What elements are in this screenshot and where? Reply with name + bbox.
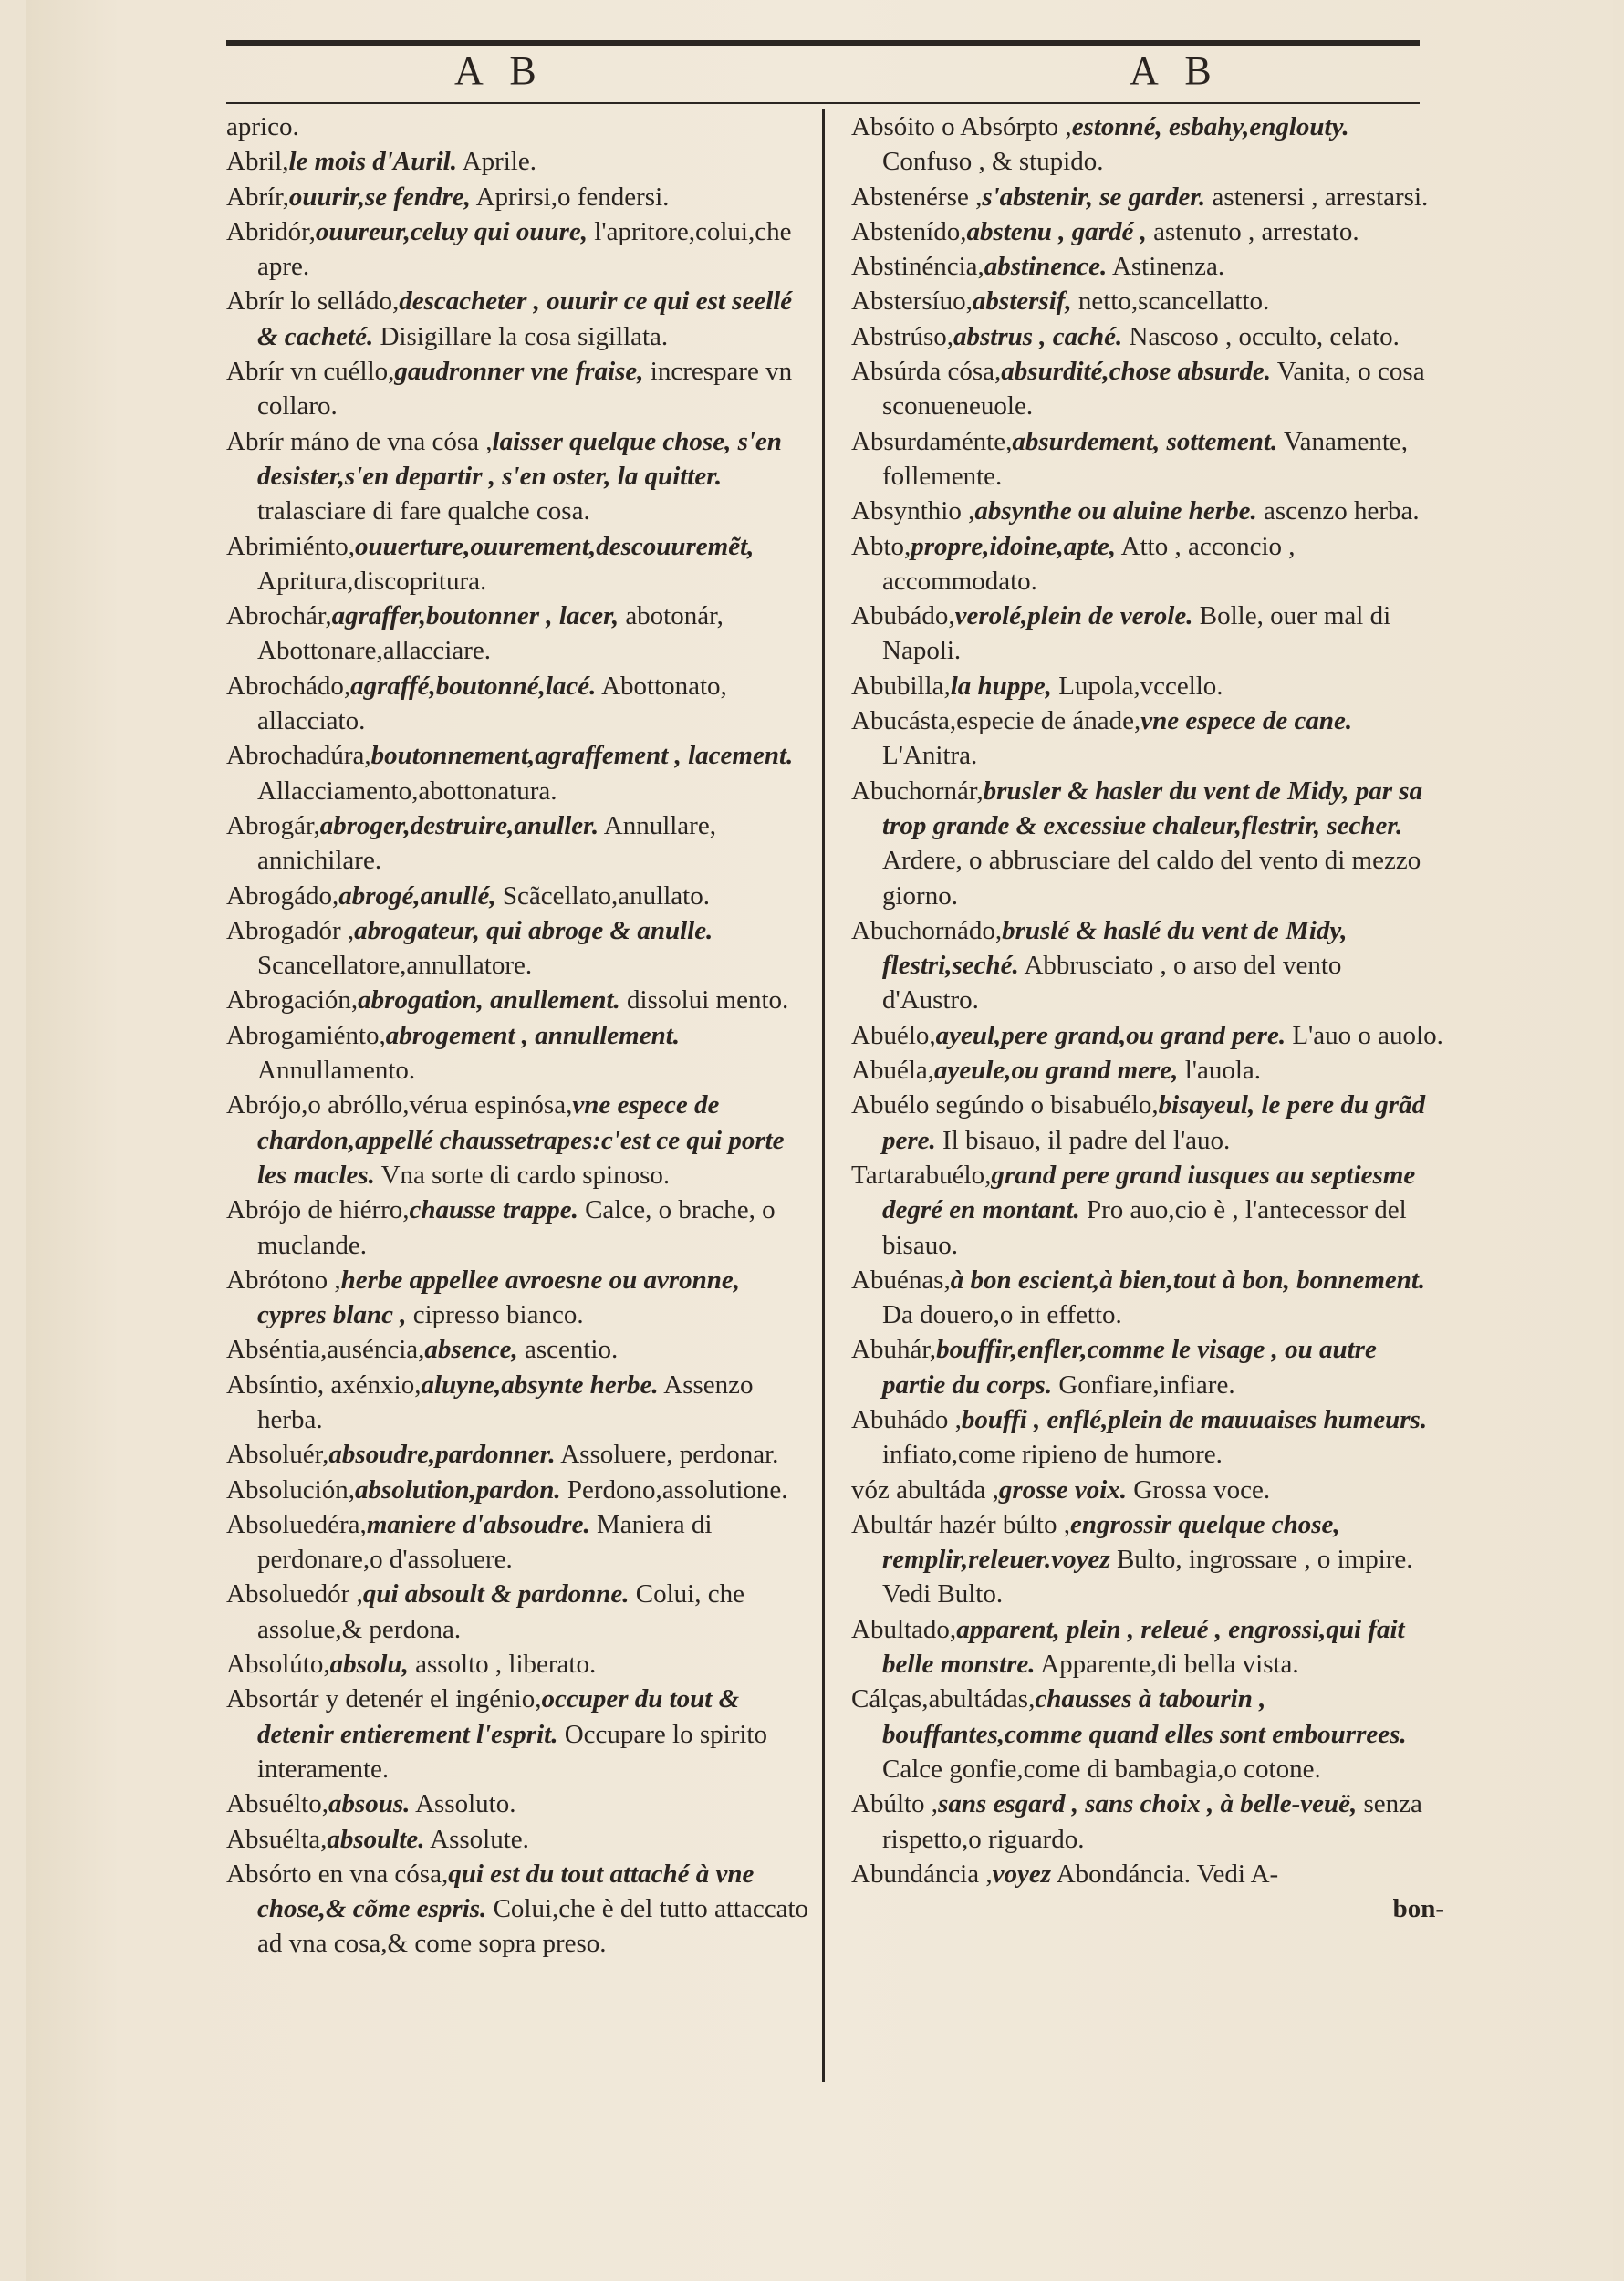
entry-french: propre,idoine,apte, <box>911 531 1116 561</box>
entry-term: Abstenérse , <box>851 182 983 212</box>
dictionary-entry <box>226 214 810 285</box>
entry-italian: tralasciare di fare qualche cosa. <box>257 496 590 526</box>
dictionary-entry <box>226 1682 810 1786</box>
entry-french: descacheter , ouurir ce qui est seellé & cacheté. <box>257 286 793 351</box>
entry-term: Abrír vn cuéllo, <box>226 357 395 387</box>
entry-italian: Ardere, o abbrusciare del caldo del vento di mezzo giorno. <box>882 846 1421 911</box>
dictionary-entry <box>226 1857 810 1962</box>
entry-italian: Disigillare la cosa sigillata. <box>380 321 669 351</box>
dictionary-entry <box>226 1473 810 1507</box>
entry-french: ouuerture,ouurement,descouuremẽt, <box>354 531 755 561</box>
entry-french: absence, <box>424 1335 518 1365</box>
entry-term: Cálças,abultádas, <box>851 1684 1036 1714</box>
dictionary-entry <box>226 1647 810 1682</box>
entry-french: voyez <box>992 1859 1052 1889</box>
dictionary-entry <box>226 109 810 144</box>
entry-french: estonné, esbahy,englouty. <box>1071 112 1349 141</box>
entry-italian: Confuso , & stupido. <box>882 147 1104 177</box>
entry-italian: Assolute. <box>430 1824 529 1854</box>
entry-italian: astenuto , arrestato. <box>1153 216 1359 246</box>
entry-italian: Perdono,assolutione. <box>567 1474 788 1505</box>
entry-term: Absóito o Absórpto , <box>851 112 1072 141</box>
entry-italian: ascentio. <box>524 1335 619 1365</box>
entry-term: Absoluedór , <box>226 1579 363 1609</box>
dictionary-entry <box>226 1786 810 1821</box>
entry-term: Abstinéncia, <box>851 252 984 282</box>
entry-french: abrogation, anullement. <box>358 985 620 1016</box>
book-page <box>26 0 1613 2281</box>
header-rule <box>226 102 1420 104</box>
entry-italian: Calce gonfie,come di bambagia,o cotone. <box>882 1754 1321 1784</box>
dictionary-entry <box>226 1577 810 1647</box>
entry-term: Abril, <box>226 147 289 177</box>
dictionary-entry <box>851 424 1444 495</box>
entry-french: ayeul,pere grand,ou grand pere. <box>935 1020 1286 1050</box>
dictionary-entry <box>226 424 810 529</box>
entry-italian: senza rispetto,o riguardo. <box>882 1789 1422 1854</box>
dictionary-entry <box>851 703 1444 774</box>
entry-italian: dissolui mento. <box>627 985 789 1016</box>
dictionary-entry <box>851 1507 1444 1612</box>
entry-italian: ascenzo herba. <box>1263 496 1420 526</box>
entry-italian: Abondáncia. Vedi A- <box>1056 1859 1279 1889</box>
dictionary-entry <box>851 214 1444 249</box>
entry-italian: Astinenza. <box>1111 252 1225 282</box>
entry-italian: Assenzo herba. <box>257 1370 754 1434</box>
dictionary-entry <box>851 529 1444 599</box>
entry-french: maniere d'absoudre. <box>366 1509 590 1539</box>
entry-french: occuper du tout & detenir entierement l'esprit. <box>257 1684 740 1749</box>
dictionary-entry <box>851 284 1444 318</box>
entry-italian: assolto , liberato. <box>415 1650 597 1680</box>
entry-french: laisser quelque chose, s'en desister,s'en departir , s'en oster, la quitter. <box>257 426 782 491</box>
running-head-left: A B <box>454 48 546 93</box>
dictionary-entry <box>851 669 1444 703</box>
dictionary-entry <box>851 494 1444 528</box>
entry-term: Abuélo segúndo o bisabuélo, <box>851 1090 1159 1120</box>
dictionary-entry <box>226 354 810 424</box>
entry-french: vne espece de chardon,appellé chaussetrapes:c'est ce qui porte les macles. <box>257 1090 785 1190</box>
entry-italian: Assoluto. <box>415 1789 516 1819</box>
entry-french: abrogé,anullé, <box>338 880 496 911</box>
entry-term: Abrogadór , <box>226 915 355 945</box>
dictionary-entry <box>851 1473 1444 1507</box>
entry-italian: Scancellatore,annullatore. <box>257 951 533 981</box>
right-column <box>851 109 1444 1926</box>
entry-term: Absynthio , <box>851 496 975 526</box>
entry-italian: Abottonato, allacciato. <box>257 671 727 736</box>
entry-italian: Assoluere, perdonar. <box>560 1440 779 1470</box>
entry-italian: Lupola,vccello. <box>1058 671 1223 701</box>
entry-french: vne espece de cane. <box>1140 706 1353 736</box>
entry-term: aprico. <box>226 112 299 141</box>
dictionary-entry <box>851 913 1444 1018</box>
entry-french: engrossir quelque chose, remplir,releuer.voyez <box>882 1509 1340 1575</box>
entry-french: ouureur,celuy qui ouure, <box>315 216 588 246</box>
dictionary-entry <box>226 1088 810 1193</box>
entry-french: qui absoult & pardonne. <box>362 1579 630 1609</box>
dictionary-entry <box>226 879 810 913</box>
entry-italian: Apritura,discopritura. <box>257 566 487 596</box>
entry-term: Abubádo, <box>851 601 955 631</box>
dictionary-entry <box>851 1018 1444 1053</box>
dictionary-entry <box>226 1507 810 1578</box>
entry-italian: Aprile. <box>462 147 536 177</box>
dictionary-entry <box>851 774 1444 913</box>
entry-term: Abrótono , <box>226 1265 341 1295</box>
entry-french: bouffi , enflé,plein de mauuaises humeurs. <box>961 1404 1428 1434</box>
entry-term: Absíntio, axénxio, <box>226 1370 422 1400</box>
entry-french: absolution,pardon. <box>354 1474 561 1505</box>
entry-term: Abuhár, <box>851 1335 937 1365</box>
entry-italian: Bolle, ouer mal di Napoli. <box>882 601 1391 666</box>
dictionary-entry <box>851 599 1444 669</box>
entry-italian: abotonár, Abottonare,allacciare. <box>257 601 724 666</box>
entry-french: bruslé & haslé du vent de Midy, flestri,seché. <box>882 915 1348 981</box>
entry-french: qui est du tout attaché à vne chose,& cõme espris. <box>257 1859 755 1924</box>
entry-term: vóz abultáda , <box>851 1474 999 1505</box>
entry-french: abstersif, <box>972 286 1072 317</box>
entry-term: Absuélto, <box>226 1789 328 1819</box>
dictionary-entry <box>851 1682 1444 1786</box>
entry-term: Absurdaménte, <box>851 426 1013 456</box>
entry-italian: Colui,che è del tutto attaccato ad vna cosa,& come sopra preso. <box>257 1894 809 1959</box>
entry-term: Abrír, <box>226 182 289 212</box>
entry-term: Absórto en vna cósa, <box>226 1859 449 1889</box>
entry-italian: Da douero,o in effetto. <box>882 1300 1122 1330</box>
entry-french: bisayeul, le pere du grãd pere. <box>882 1090 1426 1155</box>
entry-italian: Aprirsi,o fendersi. <box>475 182 670 212</box>
entry-term: Abuéla, <box>851 1056 934 1086</box>
left-column <box>226 109 810 1962</box>
dictionary-entry <box>851 1402 1444 1473</box>
entry-term: Abstersíuo, <box>851 286 973 317</box>
running-head-right: A B <box>1130 48 1221 93</box>
entry-french: abstrus , caché. <box>953 321 1123 351</box>
entry-term: Abundáncia , <box>851 1859 993 1889</box>
entry-italian: Vna sorte di cardo spinoso. <box>380 1160 671 1190</box>
dictionary-entry <box>226 1368 810 1438</box>
entry-french: chausses à tabourin , bouffantes,comme quand elles sont embourrees. <box>882 1684 1407 1749</box>
dictionary-entry <box>226 1193 810 1263</box>
dictionary-entry <box>226 1263 810 1333</box>
dictionary-entry <box>851 1053 1444 1088</box>
entry-french: boutonnement,agraffement , lacement. <box>370 741 794 771</box>
entry-term: Absoluedéra, <box>226 1509 367 1539</box>
entry-french: herbe appellee avroesne ou avronne, cypres blanc , <box>257 1265 741 1330</box>
entry-french: absurdité,chose absurde. <box>1001 357 1271 387</box>
entry-italian: l'apritore,colui,che apre. <box>257 216 792 282</box>
dictionary-entry <box>226 529 810 599</box>
entry-italian: Apparente,di bella vista. <box>1040 1650 1299 1680</box>
entry-italian: Allacciamento,abottonatura. <box>257 776 557 806</box>
entry-french: s'abstenir, se garder. <box>982 182 1206 212</box>
entry-french: abstenu , gardé , <box>966 216 1147 246</box>
entry-italian: Annullamento. <box>257 1056 416 1086</box>
entry-term: Abrimiénto, <box>226 531 355 561</box>
entry-italian: Vanita, o cosa sconueneuole. <box>882 357 1425 422</box>
entry-italian: Grossa voce. <box>1133 1474 1271 1505</box>
entry-italian: cipresso bianco. <box>412 1300 584 1330</box>
entry-french: absurdement, sottement. <box>1012 426 1278 456</box>
dictionary-entry <box>851 1786 1444 1857</box>
entry-term: Absolución, <box>226 1474 355 1505</box>
entry-term: Abrochár, <box>226 601 332 631</box>
entry-term: Abrogádo, <box>226 880 339 911</box>
entry-french: verolé,plein de verole. <box>954 601 1193 631</box>
entry-term: Absortár y detenér el ingénio, <box>226 1684 542 1714</box>
entry-french: absynthe ou aluine herbe. <box>974 496 1257 526</box>
dictionary-entry <box>851 1857 1444 1891</box>
entry-italian: Pro auo,cio è , l'antecessor del bisauo. <box>882 1195 1407 1260</box>
dictionary-entry <box>851 319 1444 354</box>
entry-term: Absolúto, <box>226 1650 330 1680</box>
entry-term: Abuénas, <box>851 1265 951 1295</box>
entry-french: brusler & hasler du vent de Midy, par sa trop grande & excessiue chaleur,flestrir, secher. <box>882 776 1423 840</box>
entry-term: Abrogár, <box>226 810 320 840</box>
dictionary-entry <box>851 1612 1444 1682</box>
entry-italian: Calce, o brache, o muclande. <box>257 1195 776 1260</box>
entry-term: Absoluér, <box>226 1440 329 1470</box>
dictionary-entry <box>851 1088 1444 1158</box>
entry-italian: L'auo o auolo. <box>1292 1020 1443 1050</box>
dictionary-entry <box>851 1263 1444 1333</box>
entry-italian: Colui, che assolue,& perdona. <box>257 1579 744 1644</box>
dictionary-entry <box>226 1018 810 1088</box>
entry-italian: l'auola. <box>1184 1056 1262 1086</box>
dictionary-entry <box>851 1332 1444 1402</box>
dictionary-entry <box>226 738 810 808</box>
entry-italian: Nascoso , occulto, celato. <box>1129 321 1400 351</box>
entry-french: agraffé,boutonné,lacé. <box>350 671 597 701</box>
entry-term: Abrír máno de vna cósa , <box>226 426 493 456</box>
entry-french: grand pere grand iusques au septiesme degré en montant. <box>882 1160 1416 1225</box>
entry-french: le mois d'Auril. <box>288 147 457 177</box>
entry-term: Abuchornádo, <box>851 915 1003 945</box>
dictionary-entry <box>226 669 810 739</box>
entry-italian: infiato,come ripieno de humore. <box>882 1440 1223 1470</box>
entry-french: la huppe, <box>950 671 1052 701</box>
entry-term: Abultado, <box>851 1614 957 1644</box>
dictionary-entry <box>226 1437 810 1472</box>
catchword: bon- <box>1392 1894 1444 1924</box>
entry-french: absoulte. <box>327 1824 425 1854</box>
entry-term: Abrogación, <box>226 985 359 1016</box>
entry-italian: Bulto, ingrossare , o impire. Vedi Bulto. <box>882 1545 1413 1609</box>
entry-italian: Annullare, annichilare. <box>257 810 716 876</box>
dictionary-entry <box>851 1158 1444 1263</box>
entry-italian: Abbrusciato , o arso del vento d'Austro. <box>882 951 1342 1016</box>
entry-french: chausse trappe. <box>409 1195 578 1225</box>
entry-french: bouffir,enfler,comme le visage , ou autre partie du corps. <box>882 1335 1377 1400</box>
entry-italian: increspare vn collaro. <box>257 357 793 422</box>
entry-french: aluyne,absynte herbe. <box>421 1370 659 1400</box>
entry-italian: Il bisauo, il padre del l'auo. <box>942 1125 1231 1155</box>
entry-italian: Maniera di perdonare,o d'assoluere. <box>257 1509 713 1575</box>
entry-term: Tartarabuélo, <box>851 1160 992 1190</box>
dictionary-entry <box>226 808 810 879</box>
dictionary-entry <box>851 249 1444 284</box>
entry-term: Abrochádo, <box>226 671 351 701</box>
entry-french: grosse voix. <box>998 1474 1128 1505</box>
dictionary-entry <box>226 180 810 214</box>
entry-italian: Atto , acconcio , accommodato. <box>882 531 1296 596</box>
dictionary-entry <box>226 1822 810 1857</box>
entry-italian: Occupare lo spirito interamente. <box>257 1719 767 1784</box>
entry-term: Abrogamiénto, <box>226 1020 386 1050</box>
entry-french: sans esgard , sans choix , à belle-veuë, <box>938 1789 1358 1819</box>
dictionary-entry <box>851 354 1444 424</box>
entry-french: absoudre,pardonner. <box>328 1440 556 1470</box>
entry-french: absous. <box>328 1789 411 1819</box>
entry-term: Abrójo,o abróllo,vérua espinósa, <box>226 1090 573 1120</box>
entry-term: Abuélo, <box>851 1020 936 1050</box>
entry-term: Absúrda cósa, <box>851 357 1002 387</box>
entry-french: apparent, plein , releué , engrossi,qui fait belle monstre. <box>882 1614 1405 1680</box>
entry-french: abroger,destruire,anuller. <box>319 810 599 840</box>
entry-french: à bon escient,à bien,tout à bon, bonnement. <box>950 1265 1426 1295</box>
entry-term: Abúlto , <box>851 1789 939 1819</box>
entry-french: agraffer,boutonner , lacer, <box>331 601 619 631</box>
dictionary-entry <box>226 983 810 1017</box>
entry-term: Abrójo de hiérro, <box>226 1195 410 1225</box>
entry-french: gaudronner vne fraise, <box>394 357 644 387</box>
entry-term: Absuélta, <box>226 1824 328 1854</box>
entry-term: Abubilla, <box>851 671 951 701</box>
entry-french: absolu, <box>329 1650 409 1680</box>
entry-italian: astenersi , arrestarsi. <box>1212 182 1429 212</box>
entry-italian: L'Anitra. <box>882 741 978 771</box>
entry-italian: Gonfiare,infiare. <box>1058 1370 1235 1400</box>
dictionary-entry <box>226 284 810 354</box>
entry-term: Abultár hazér búlto , <box>851 1509 1070 1539</box>
entry-french: ayeule,ou grand mere, <box>934 1056 1179 1086</box>
entry-italian: Scãcellato,anullato. <box>502 880 710 911</box>
entry-french: ouurir,se fendre, <box>288 182 471 212</box>
dictionary-entry <box>226 144 810 179</box>
entry-french: abrogement , annullement. <box>385 1020 681 1050</box>
entry-term: Abrír lo selládo, <box>226 286 400 317</box>
entry-term: Abstrúso, <box>851 321 953 351</box>
entry-term: Abridór, <box>226 216 316 246</box>
entry-term: Abto, <box>851 531 911 561</box>
entry-french: abrogateur, qui abroge & anulle. <box>354 915 713 945</box>
dictionary-entry <box>851 109 1444 180</box>
entry-italian: netto,scancellatto. <box>1077 286 1270 317</box>
dictionary-entry <box>226 599 810 669</box>
top-rule <box>226 40 1420 46</box>
dictionary-entry <box>226 1332 810 1367</box>
entry-term: Abséntia,auséncia, <box>226 1335 425 1365</box>
entry-term: Abuchornár, <box>851 776 984 806</box>
entry-term: Abrochadúra, <box>226 741 371 771</box>
entry-term: Abucásta,especie de ánade, <box>851 706 1141 736</box>
column-divider <box>822 109 825 2082</box>
dictionary-entry <box>226 913 810 984</box>
dictionary-entry <box>851 180 1444 214</box>
entry-term: Abuhádo , <box>851 1404 962 1434</box>
entry-italian: Vanamente, follemente. <box>882 426 1409 491</box>
entry-french: abstinence. <box>984 252 1108 282</box>
entry-term: Abstenído, <box>851 216 967 246</box>
